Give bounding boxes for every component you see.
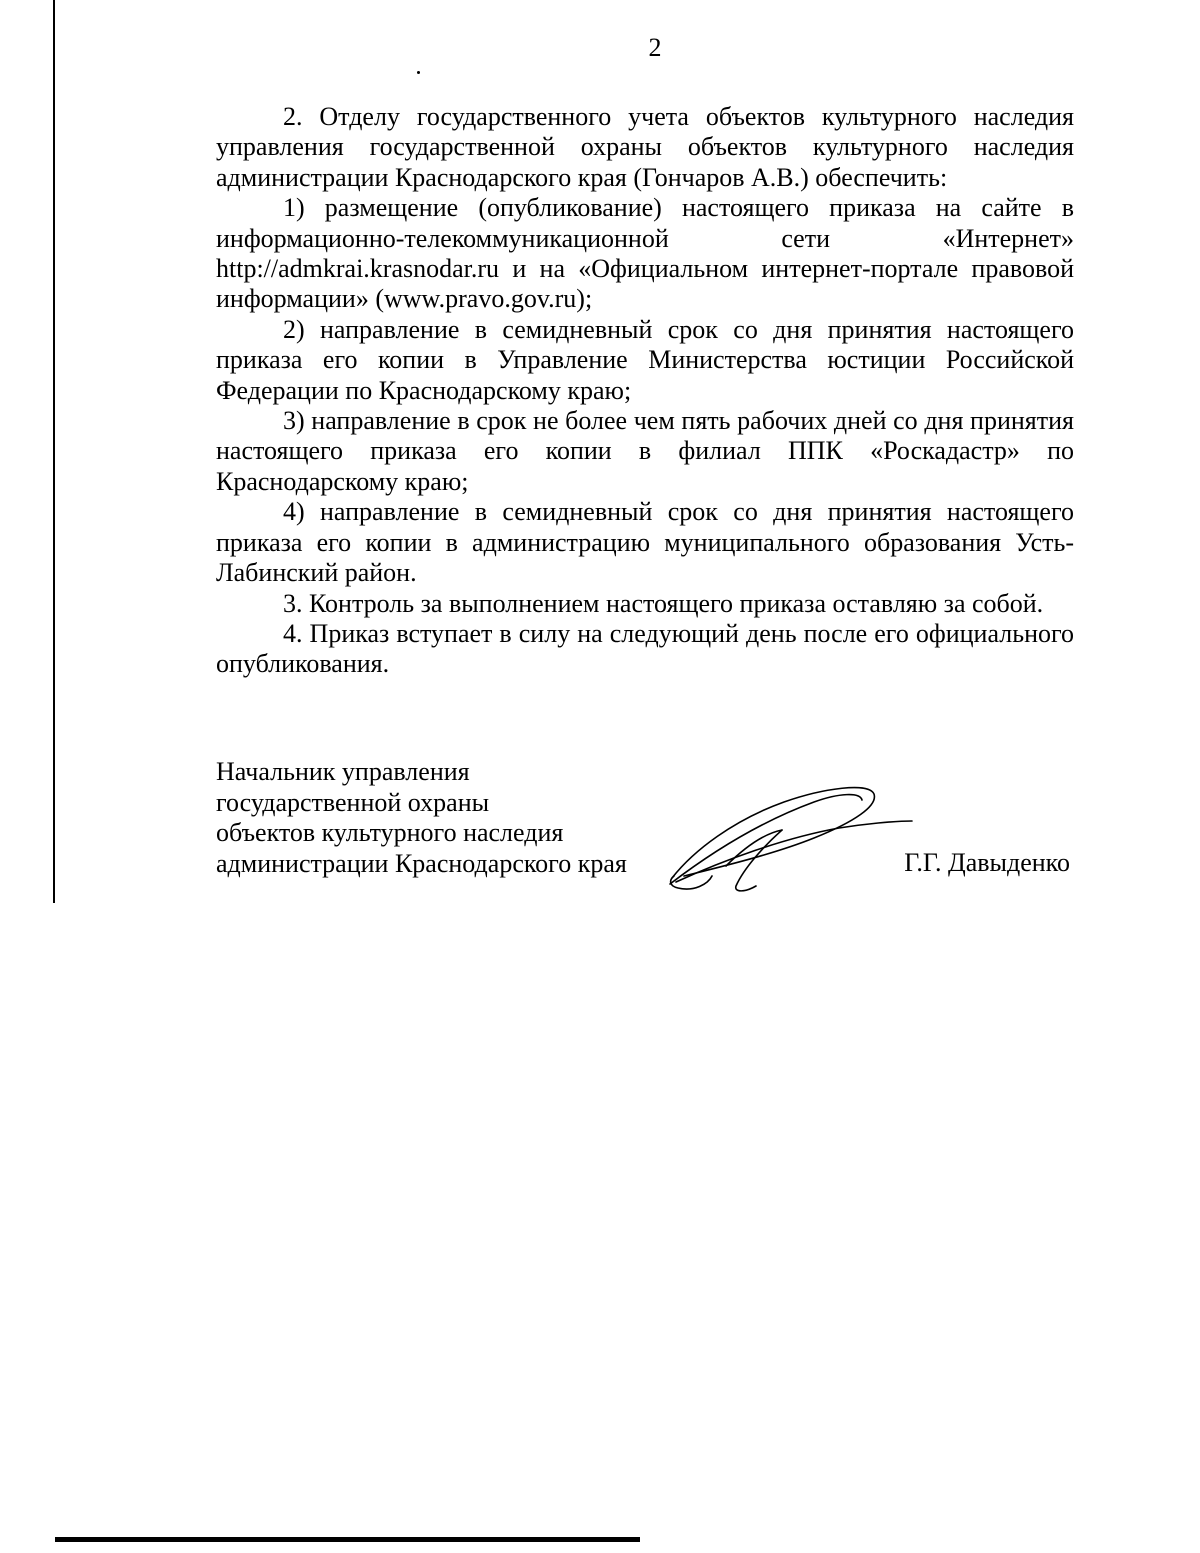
signer-title-line: объектов культурного наследия	[216, 818, 564, 847]
signer-title-line: государственной охраны	[216, 787, 490, 817]
signer-title-line: Начальник управления	[216, 757, 470, 786]
paragraph-2: 2. Отделу государственного учета объектов культурного наследия управления государственной охраны объектов культурного наследия администрации Краснодарского края (Гончаров А.В.) обеспечить:	[216, 102, 1074, 192]
paragraph-2-4: 4) направление в семидневный срок со дня принятия настоящего приказа его копии в администрацию муниципального образования Усть-Лабинский район.	[216, 497, 1074, 588]
paragraph-4: 4. Приказ вступает в силу на следующий день после его официального опубликования.	[216, 618, 1074, 679]
document-body	[216, 102, 1074, 680]
signature-block	[216, 757, 1074, 879]
signer-title-line: администрации Краснодарского края	[216, 848, 627, 878]
scan-bottom-edge	[55, 1537, 640, 1542]
paragraph-2-2: 2) направление в семидневный срок со дня принятия настоящего приказа его копии в Управление Министерства юстиции Российской Федерации по Краснодарскому краю;	[216, 314, 1074, 405]
paragraph-2-3: 3) направление в срок не более чем пять рабочих дней со дня принятия настоящего приказа его копии в филиал ППК «Роскадастр» по Краснодарскому краю;	[216, 406, 1074, 496]
paragraph-3: 3. Контроль за выполнением настоящего приказа оставляю за собой.	[283, 588, 1044, 618]
scan-speck	[417, 71, 420, 74]
paragraph-2-1: 1) размещение (опубликование) настоящего приказа на сайте в информационно-телекоммуникационной сети «Интернет» http://admkrai.krasnodar.ru и на «Официальном интернет-портале правовой информации» (www.pravo.gov.ru);	[216, 193, 1074, 314]
page-number: 2	[648, 33, 662, 62]
handwritten-signature	[664, 780, 914, 895]
scan-left-edge	[53, 0, 55, 903]
signer-name: Г.Г. Давыденко	[904, 848, 1070, 877]
